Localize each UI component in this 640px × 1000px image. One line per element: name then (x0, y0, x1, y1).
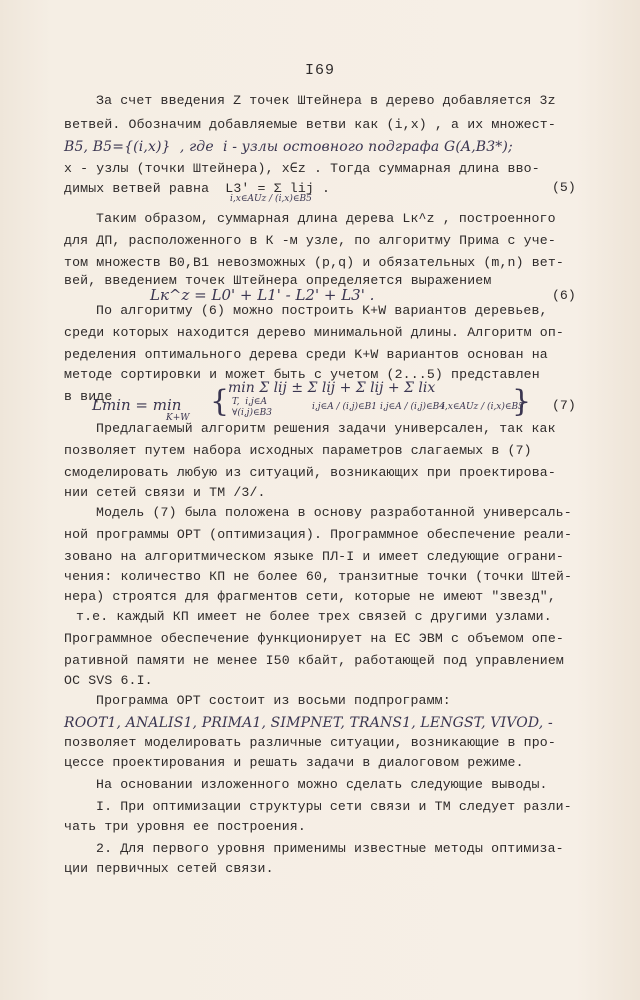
text-line: Программное обеспечение функционирует на ЕС ЭВМ с объемом опе- (64, 631, 564, 646)
text-line: ветвей. Обозначим добавляемые ветви как (i,x) , а их множест- (64, 117, 556, 132)
text-line: чения: количество КП не более 60, транзитные точки (точки Штей- (64, 569, 573, 584)
text-line: зовано на алгоритмическом языке ПЛ-I и имеет следующие ограни- (64, 549, 564, 564)
text-line: ной программы OPT (оптимизация). Программное обеспечение реали- (64, 527, 573, 542)
text-line: B5, B5={(i,x)} , где i - узлы остовного подграфа G(A,B3*); (64, 139, 513, 155)
text-line: ROOT1, ANALIS1, PRIMA1, SIMPNET, TRANS1, LENGST, VIVOD, - (64, 715, 553, 731)
text-line: За счет введения Z точек Штейнера в дерево добавляется 3z (96, 93, 556, 108)
text-line: На основании изложенного можно сделать следующие выводы. (96, 777, 548, 792)
text-line: позволяет путем набора исходных параметров слагаемых в (7) (64, 443, 532, 458)
eq7-label: (7) (552, 398, 576, 413)
text-line: 2. Для первого уровня применимы известные методы оптимиза- (96, 841, 564, 856)
text-line: Модель (7) была положена в основу разработанной универсаль- (96, 505, 572, 520)
text-line: Предлагаемый алгоритм решения задачи универсален, так как (96, 421, 556, 436)
eq7-sub1: T, i,j∈A (232, 397, 267, 407)
text-line: нии сетей связи и ТМ /3/. (64, 485, 266, 500)
eq7-sub3: i,j∈A / (i,j)∈B4 (380, 402, 445, 412)
brace-right: } (512, 384, 532, 419)
text-line: нера) строятся для фрагментов сети, которые не имеют "звезд", (64, 589, 556, 604)
text-line: x - узлы (точки Штейнера), x∈z . Тогда суммарная длина вво- (64, 161, 540, 176)
page-number: I69 (304, 62, 335, 79)
text-line: методе сортировки и может быть с учетом (2...5) представлен (64, 367, 540, 382)
text-line: в виде (64, 389, 113, 404)
text-line: Таким образом, суммарная длина дерева Lк^z , построенного (96, 211, 556, 226)
eq7-lhs-sub: K+W (166, 413, 190, 423)
eq7-sub2: i,j∈A / (i,j)∈B1 (312, 402, 377, 412)
text-line: вей, введением точек Штейнера определяется выражением (64, 273, 492, 288)
eq7-sub4: i,x∈AUz / (i,x)∈B5 (442, 402, 524, 412)
text-line: т.е. каждый КП имеет не более трех связей с другими узлами. (76, 609, 552, 624)
eq5-subscript: i,x∈AUz / (i,x)∈B5 (230, 194, 312, 204)
text-line: смоделировать любую из ситуаций, возникающих при проектирова- (64, 465, 556, 480)
eq7-min: min Σ lij ± Σ lij + Σ lij + Σ lix (228, 380, 436, 396)
text-line: цессе проектирования и решать задачи в диалоговом режиме. (64, 755, 524, 770)
text-line: ределения оптимального дерева среди K+W вариантов основан на (64, 347, 548, 362)
text-line: для ДП, расположенного в К -м узле, по алгоритму Прима с уче- (64, 233, 556, 248)
text-line: том множеств B0,B1 невозможных (p,q) и обязательных (m,n) вет- (64, 255, 564, 270)
text-line: ративной памяти не менее I50 кбайт, работающей под управлением (64, 653, 564, 668)
text-line: Программа OPT состоит из восьми подпрограмм: (96, 693, 451, 708)
text-line: димых ветвей равна L3' = Σ lij . (64, 181, 331, 196)
brace-left: { (210, 384, 230, 419)
text-line: ОС SVS 6.I. (64, 673, 153, 688)
eq5-label: (5) (552, 180, 576, 195)
text-line: ции первичных сетей связи. (64, 861, 274, 876)
eq7-sub1b: ∀(i,j)∈B3 (232, 408, 272, 418)
eq6-label: (6) (552, 288, 576, 303)
text-line: среди которых находится дерево минимальной длины. Алгоритм оп- (64, 325, 564, 340)
eq7-lhs: Lmin = min (92, 396, 182, 414)
text-line: чать три уровня ее построения. (64, 819, 306, 834)
text-line: I. При оптимизации структуры сети связи и ТМ следует разли- (96, 799, 572, 814)
text-line: позволяет моделировать различные ситуации, возникающие в про- (64, 735, 556, 750)
text-line: По алгоритму (6) можно построить K+W вариантов деревьев, (96, 303, 548, 318)
eq6-formula: Lк^z = L0' + L1' - L2' + L3' . (150, 286, 375, 304)
